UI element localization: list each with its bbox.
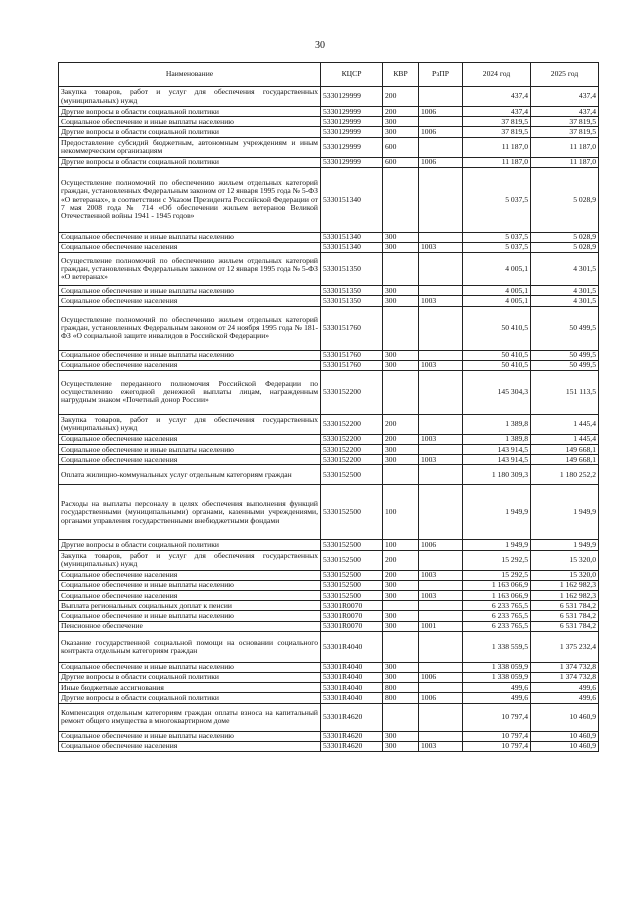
row-value-2025: 5 028,9 bbox=[531, 242, 599, 252]
row-value-2024: 143 914,5 bbox=[463, 445, 531, 455]
row-rzpr: 1006 bbox=[419, 693, 463, 703]
row-rzpr: 1003 bbox=[419, 570, 463, 580]
row-kvr: 600 bbox=[383, 157, 419, 167]
row-value-2025: 1 162 982,3 bbox=[531, 591, 599, 601]
row-rzpr bbox=[419, 370, 463, 414]
header-year-2025: 2025 год bbox=[531, 63, 599, 87]
row-value-2024: 50 410,5 bbox=[463, 306, 531, 350]
row-name: Пенсионное обеспечение bbox=[59, 621, 321, 631]
row-value-2024: 5 037,5 bbox=[463, 167, 531, 232]
row-value-2024: 37 819,5 bbox=[463, 127, 531, 137]
row-kvr: 200 bbox=[383, 434, 419, 444]
row-kcsr: 5330129999 bbox=[321, 87, 383, 107]
row-rzpr: 1003 bbox=[419, 434, 463, 444]
row-value-2025: 50 499,5 bbox=[531, 360, 599, 370]
table-row bbox=[59, 286, 599, 296]
row-name: Социальное обеспечение населения bbox=[59, 570, 321, 580]
row-kcsr: 53301R0070 bbox=[321, 611, 383, 621]
row-rzpr bbox=[419, 485, 463, 540]
table-row bbox=[59, 253, 599, 286]
row-rzpr bbox=[419, 683, 463, 693]
table-row bbox=[59, 662, 599, 672]
row-kcsr: 5330129999 bbox=[321, 137, 383, 157]
row-kcsr: 5330152500 bbox=[321, 570, 383, 580]
row-name: Социальное обеспечение населения bbox=[59, 591, 321, 601]
row-name: Другие вопросы в области социальной политики bbox=[59, 107, 321, 117]
table-body bbox=[59, 87, 599, 752]
row-kvr: 100 bbox=[383, 485, 419, 540]
row-name: Предоставление субсидий бюджетным, автономным учреждениям и иным некоммерческим организациям bbox=[59, 137, 321, 157]
row-value-2024: 499,6 bbox=[463, 683, 531, 693]
budget-table bbox=[58, 62, 599, 752]
row-rzpr: 1003 bbox=[419, 591, 463, 601]
row-kvr: 300 bbox=[383, 662, 419, 672]
row-rzpr: 1003 bbox=[419, 296, 463, 306]
table-row bbox=[59, 591, 599, 601]
row-name: Осуществление полномочий по обеспечению жильем отдельных категорий граждан, установленных Федеральным законом от 24 ноября 1995 года № 181-ФЗ «О социальной защите инвалидов в Российской Федерации» bbox=[59, 306, 321, 350]
row-value-2025: 10 460,9 bbox=[531, 703, 599, 731]
row-rzpr bbox=[419, 232, 463, 242]
table-row bbox=[59, 232, 599, 242]
table-row bbox=[59, 350, 599, 360]
row-kcsr: 5330151350 bbox=[321, 286, 383, 296]
row-rzpr: 1006 bbox=[419, 672, 463, 682]
row-kvr: 200 bbox=[383, 550, 419, 570]
row-name: Социальное обеспечение и иные выплаты населению bbox=[59, 286, 321, 296]
row-kcsr: 5330152200 bbox=[321, 434, 383, 444]
row-rzpr bbox=[419, 445, 463, 455]
row-rzpr bbox=[419, 631, 463, 662]
row-value-2024: 4 005,1 bbox=[463, 296, 531, 306]
row-value-2024: 11 187,0 bbox=[463, 157, 531, 167]
row-kcsr: 53301R4040 bbox=[321, 662, 383, 672]
table-row bbox=[59, 157, 599, 167]
row-value-2024: 6 233 765,5 bbox=[463, 611, 531, 621]
table-row bbox=[59, 296, 599, 306]
row-rzpr bbox=[419, 286, 463, 296]
row-value-2025: 5 028,9 bbox=[531, 232, 599, 242]
row-name: Расходы на выплаты персоналу в целях обеспечения выполнения функций государственными (муниципальными) органами, казенными учреждениями, органами управления государственными внебюджетными фондами bbox=[59, 485, 321, 540]
row-kcsr: 5330152500 bbox=[321, 540, 383, 550]
row-value-2025: 437,4 bbox=[531, 107, 599, 117]
table-row bbox=[59, 242, 599, 252]
row-value-2025: 149 668,1 bbox=[531, 445, 599, 455]
header-kvr: КВР bbox=[383, 63, 419, 87]
row-kvr: 300 bbox=[383, 127, 419, 137]
row-value-2024: 5 037,5 bbox=[463, 242, 531, 252]
row-value-2025: 4 301,5 bbox=[531, 296, 599, 306]
row-kcsr: 5330152500 bbox=[321, 465, 383, 485]
row-value-2024: 437,4 bbox=[463, 87, 531, 107]
row-kcsr: 5330152500 bbox=[321, 591, 383, 601]
row-name: Закупка товаров, работ и услуг для обеспечения государственных (муниципальных) нужд bbox=[59, 87, 321, 107]
row-value-2025: 1 180 252,2 bbox=[531, 465, 599, 485]
row-kvr: 300 bbox=[383, 591, 419, 601]
row-kvr: 200 bbox=[383, 414, 419, 434]
row-kvr: 300 bbox=[383, 580, 419, 590]
table-row bbox=[59, 611, 599, 621]
row-value-2024: 6 233 765,5 bbox=[463, 601, 531, 611]
row-name: Социальное обеспечение и иные выплаты населению bbox=[59, 731, 321, 741]
row-kcsr: 5330129999 bbox=[321, 117, 383, 127]
row-value-2024: 37 819,5 bbox=[463, 117, 531, 127]
row-value-2024: 50 410,5 bbox=[463, 360, 531, 370]
row-kvr: 300 bbox=[383, 296, 419, 306]
row-kcsr: 53301R4620 bbox=[321, 741, 383, 751]
row-value-2024: 143 914,5 bbox=[463, 455, 531, 465]
row-rzpr bbox=[419, 350, 463, 360]
row-kvr: 300 bbox=[383, 621, 419, 631]
row-name: Закупка товаров, работ и услуг для обеспечения государственных (муниципальных) нужд bbox=[59, 550, 321, 570]
row-value-2024: 1 163 066,9 bbox=[463, 591, 531, 601]
row-value-2024: 10 797,4 bbox=[463, 703, 531, 731]
table-row bbox=[59, 601, 599, 611]
row-kvr: 300 bbox=[383, 286, 419, 296]
table-row bbox=[59, 137, 599, 157]
row-kcsr: 53301R4620 bbox=[321, 703, 383, 731]
table-row bbox=[59, 570, 599, 580]
row-value-2025: 6 531 784,2 bbox=[531, 601, 599, 611]
row-kvr: 300 bbox=[383, 445, 419, 455]
row-rzpr: 1006 bbox=[419, 127, 463, 137]
row-kcsr: 5330152200 bbox=[321, 414, 383, 434]
row-value-2024: 4 005,1 bbox=[463, 286, 531, 296]
row-value-2024: 6 233 765,5 bbox=[463, 621, 531, 631]
row-name: Выплата региональных социальных доплат к пенсии bbox=[59, 601, 321, 611]
row-value-2024: 4 005,1 bbox=[463, 253, 531, 286]
row-kcsr: 5330151340 bbox=[321, 232, 383, 242]
row-rzpr bbox=[419, 611, 463, 621]
row-value-2025: 37 819,5 bbox=[531, 127, 599, 137]
row-value-2025: 50 499,5 bbox=[531, 306, 599, 350]
table-row bbox=[59, 107, 599, 117]
table-row bbox=[59, 434, 599, 444]
row-kvr: 300 bbox=[383, 611, 419, 621]
row-kvr: 300 bbox=[383, 360, 419, 370]
row-name: Социальное обеспечение и иные выплаты населению bbox=[59, 350, 321, 360]
row-rzpr bbox=[419, 306, 463, 350]
row-kcsr: 5330151760 bbox=[321, 306, 383, 350]
table-row bbox=[59, 414, 599, 434]
table-row bbox=[59, 127, 599, 137]
table-row bbox=[59, 672, 599, 682]
row-name: Осуществление переданного полномочия Российской Федерации по осуществлению ежегодной денежной выплаты лицам, награжденным нагрудным знаком «Почетный донор России» bbox=[59, 370, 321, 414]
row-value-2024: 5 037,5 bbox=[463, 232, 531, 242]
row-kcsr: 5330129999 bbox=[321, 157, 383, 167]
row-value-2025: 10 460,9 bbox=[531, 731, 599, 741]
row-value-2024: 11 187,0 bbox=[463, 137, 531, 157]
table-row bbox=[59, 703, 599, 731]
row-value-2025: 4 301,5 bbox=[531, 286, 599, 296]
row-rzpr bbox=[419, 253, 463, 286]
row-kcsr: 53301R4620 bbox=[321, 731, 383, 741]
row-name: Компенсация отдельным категориям граждан оплаты взноса на капитальный ремонт общего имущества в многоквартирном доме bbox=[59, 703, 321, 731]
row-value-2025: 50 499,5 bbox=[531, 350, 599, 360]
row-rzpr: 1003 bbox=[419, 741, 463, 751]
row-name: Социальное обеспечение и иные выплаты населению bbox=[59, 580, 321, 590]
row-kvr: 300 bbox=[383, 117, 419, 127]
row-kcsr: 5330129999 bbox=[321, 107, 383, 117]
row-kcsr: 5330151340 bbox=[321, 167, 383, 232]
row-value-2025: 4 301,5 bbox=[531, 253, 599, 286]
row-kvr bbox=[383, 167, 419, 232]
row-kcsr: 53301R0070 bbox=[321, 621, 383, 631]
row-kcsr: 53301R4040 bbox=[321, 672, 383, 682]
row-name: Другие вопросы в области социальной политики bbox=[59, 540, 321, 550]
row-kvr: 300 bbox=[383, 741, 419, 751]
row-value-2024: 499,6 bbox=[463, 693, 531, 703]
table-row bbox=[59, 87, 599, 107]
row-kcsr: 5330151760 bbox=[321, 360, 383, 370]
table-row bbox=[59, 540, 599, 550]
row-value-2024: 1 338 559,5 bbox=[463, 631, 531, 662]
header-kcsr: КЦСР bbox=[321, 63, 383, 87]
row-value-2024: 50 410,5 bbox=[463, 350, 531, 360]
row-name: Социальное обеспечение и иные выплаты населению bbox=[59, 662, 321, 672]
row-rzpr bbox=[419, 550, 463, 570]
table-row bbox=[59, 731, 599, 741]
table-row bbox=[59, 693, 599, 703]
table-row bbox=[59, 621, 599, 631]
row-name: Осуществление полномочий по обеспечению жильем отдельных категорий граждан, установленных Федеральным законом от 12 января 1995 года № 5-ФЗ «О ветеранах», в соответствии с Указом Президента Российской Федерации от 7 мая 2008 года № 714 «Об обеспечении жильем ветеранов Великой Отечественной войны 1941 - 1945 годов» bbox=[59, 167, 321, 232]
row-value-2025: 1 375 232,4 bbox=[531, 631, 599, 662]
row-name: Социальное обеспечение населения bbox=[59, 455, 321, 465]
row-rzpr: 1003 bbox=[419, 242, 463, 252]
row-value-2025: 15 320,0 bbox=[531, 550, 599, 570]
row-value-2025: 151 113,5 bbox=[531, 370, 599, 414]
table-row bbox=[59, 360, 599, 370]
row-value-2025: 5 028,9 bbox=[531, 167, 599, 232]
row-value-2025: 11 187,0 bbox=[531, 137, 599, 157]
row-rzpr bbox=[419, 87, 463, 107]
row-kcsr: 5330151350 bbox=[321, 296, 383, 306]
row-kvr: 300 bbox=[383, 232, 419, 242]
row-kvr bbox=[383, 465, 419, 485]
row-kvr: 600 bbox=[383, 137, 419, 157]
row-rzpr bbox=[419, 703, 463, 731]
row-kcsr: 5330152200 bbox=[321, 455, 383, 465]
table-row bbox=[59, 631, 599, 662]
row-name: Закупка товаров, работ и услуг для обеспечения государственных (муниципальных) нужд bbox=[59, 414, 321, 434]
table-row bbox=[59, 741, 599, 751]
row-value-2024: 15 292,5 bbox=[463, 550, 531, 570]
row-kcsr: 5330151760 bbox=[321, 350, 383, 360]
table-row bbox=[59, 445, 599, 455]
row-name: Социальное обеспечение и иные выплаты населению bbox=[59, 445, 321, 455]
row-name: Другие вопросы в области социальной политики bbox=[59, 127, 321, 137]
table-row bbox=[59, 485, 599, 540]
table-row bbox=[59, 465, 599, 485]
row-kcsr: 53301R0070 bbox=[321, 601, 383, 611]
table-row bbox=[59, 580, 599, 590]
header-rzpr: РзПР bbox=[419, 63, 463, 87]
row-value-2025: 437,4 bbox=[531, 87, 599, 107]
row-name: Другие вопросы в области социальной политики bbox=[59, 672, 321, 682]
row-name: Социальное обеспечение населения bbox=[59, 242, 321, 252]
row-value-2025: 6 531 784,2 bbox=[531, 621, 599, 631]
row-value-2024: 10 797,4 bbox=[463, 731, 531, 741]
row-kcsr: 5330152500 bbox=[321, 550, 383, 570]
row-rzpr: 1006 bbox=[419, 107, 463, 117]
row-name: Социальное обеспечение и иные выплаты населению bbox=[59, 232, 321, 242]
row-name: Социальное обеспечение и иные выплаты населению bbox=[59, 611, 321, 621]
row-name: Социальное обеспечение населения bbox=[59, 741, 321, 751]
row-kvr: 300 bbox=[383, 731, 419, 741]
row-kvr: 800 bbox=[383, 683, 419, 693]
row-value-2024: 1 163 066,9 bbox=[463, 580, 531, 590]
row-kcsr: 5330152200 bbox=[321, 445, 383, 455]
row-value-2025: 15 320,0 bbox=[531, 570, 599, 580]
row-kvr: 300 bbox=[383, 242, 419, 252]
row-value-2025: 1 374 732,8 bbox=[531, 662, 599, 672]
table-row bbox=[59, 306, 599, 350]
table-row bbox=[59, 550, 599, 570]
table-header bbox=[59, 63, 599, 87]
row-value-2024: 1 389,8 bbox=[463, 434, 531, 444]
row-kcsr: 5330152500 bbox=[321, 485, 383, 540]
row-name: Социальное обеспечение населения bbox=[59, 360, 321, 370]
row-kvr: 200 bbox=[383, 87, 419, 107]
row-rzpr bbox=[419, 117, 463, 127]
row-value-2024: 1 180 309,3 bbox=[463, 465, 531, 485]
header-year-2024: 2024 год bbox=[463, 63, 531, 87]
row-name: Оказание государственной социальной помощи на основании социального контракта отдельным категориям граждан bbox=[59, 631, 321, 662]
row-kvr bbox=[383, 631, 419, 662]
table-row bbox=[59, 117, 599, 127]
row-rzpr bbox=[419, 662, 463, 672]
row-value-2024: 437,4 bbox=[463, 107, 531, 117]
row-rzpr bbox=[419, 580, 463, 590]
row-name: Социальное обеспечение населения bbox=[59, 296, 321, 306]
row-kcsr: 5330152200 bbox=[321, 370, 383, 414]
page-number: 30 bbox=[315, 40, 325, 51]
row-rzpr bbox=[419, 731, 463, 741]
row-name: Социальное обеспечение населения bbox=[59, 434, 321, 444]
row-kvr bbox=[383, 253, 419, 286]
table-row bbox=[59, 370, 599, 414]
row-value-2024: 1 949,9 bbox=[463, 540, 531, 550]
row-value-2024: 15 292,5 bbox=[463, 570, 531, 580]
row-kvr: 200 bbox=[383, 570, 419, 580]
row-kcsr: 53301R4040 bbox=[321, 683, 383, 693]
row-rzpr bbox=[419, 601, 463, 611]
row-rzpr: 1006 bbox=[419, 540, 463, 550]
row-kvr: 300 bbox=[383, 455, 419, 465]
row-name: Осуществление полномочий по обеспечению жильем отдельных категорий граждан, установленных Федеральным законом от 12 января 1995 года № 5-ФЗ «О ветеранах» bbox=[59, 253, 321, 286]
row-kcsr: 53301R4040 bbox=[321, 693, 383, 703]
row-value-2024: 1 949,9 bbox=[463, 485, 531, 540]
row-value-2025: 499,6 bbox=[531, 693, 599, 703]
row-kvr: 100 bbox=[383, 540, 419, 550]
row-name: Другие вопросы в области социальной политики bbox=[59, 693, 321, 703]
row-value-2025: 10 460,9 bbox=[531, 741, 599, 751]
row-rzpr bbox=[419, 137, 463, 157]
row-rzpr: 1003 bbox=[419, 455, 463, 465]
row-value-2025: 6 531 784,2 bbox=[531, 611, 599, 621]
row-value-2025: 149 668,1 bbox=[531, 455, 599, 465]
row-name: Другие вопросы в области социальной политики bbox=[59, 157, 321, 167]
row-kcsr: 5330152500 bbox=[321, 580, 383, 590]
header-name: Наименование bbox=[59, 63, 321, 87]
row-rzpr bbox=[419, 465, 463, 485]
row-value-2025: 499,6 bbox=[531, 683, 599, 693]
table-row bbox=[59, 683, 599, 693]
row-kvr bbox=[383, 370, 419, 414]
row-kvr: 200 bbox=[383, 107, 419, 117]
row-value-2024: 1 338 059,9 bbox=[463, 672, 531, 682]
row-kvr: 800 bbox=[383, 693, 419, 703]
row-kvr bbox=[383, 601, 419, 611]
row-value-2025: 1 949,9 bbox=[531, 540, 599, 550]
row-value-2025: 1 162 982,3 bbox=[531, 580, 599, 590]
row-name: Оплата жилищно-коммунальных услуг отдельным категориям граждан bbox=[59, 465, 321, 485]
row-value-2025: 1 445,4 bbox=[531, 434, 599, 444]
row-kvr: 300 bbox=[383, 672, 419, 682]
row-rzpr bbox=[419, 414, 463, 434]
row-kcsr: 5330151350 bbox=[321, 253, 383, 286]
row-rzpr bbox=[419, 167, 463, 232]
table-row bbox=[59, 455, 599, 465]
row-name: Социальное обеспечение и иные выплаты населению bbox=[59, 117, 321, 127]
row-kvr bbox=[383, 306, 419, 350]
row-rzpr: 1006 bbox=[419, 157, 463, 167]
row-value-2025: 1 445,4 bbox=[531, 414, 599, 434]
row-value-2025: 11 187,0 bbox=[531, 157, 599, 167]
row-value-2025: 1 949,9 bbox=[531, 485, 599, 540]
row-kvr bbox=[383, 703, 419, 731]
row-kcsr: 5330151340 bbox=[321, 242, 383, 252]
row-value-2024: 145 304,3 bbox=[463, 370, 531, 414]
row-value-2024: 1 338 059,9 bbox=[463, 662, 531, 672]
row-kcsr: 5330129999 bbox=[321, 127, 383, 137]
row-kcsr: 53301R4040 bbox=[321, 631, 383, 662]
row-rzpr: 1001 bbox=[419, 621, 463, 631]
row-value-2025: 1 374 732,8 bbox=[531, 672, 599, 682]
table-row bbox=[59, 167, 599, 232]
row-kvr: 300 bbox=[383, 350, 419, 360]
row-value-2025: 37 819,5 bbox=[531, 117, 599, 127]
header-row bbox=[59, 63, 599, 87]
row-rzpr: 1003 bbox=[419, 360, 463, 370]
row-value-2024: 1 389,8 bbox=[463, 414, 531, 434]
row-name: Иные бюджетные ассигнования bbox=[59, 683, 321, 693]
row-value-2024: 10 797,4 bbox=[463, 741, 531, 751]
